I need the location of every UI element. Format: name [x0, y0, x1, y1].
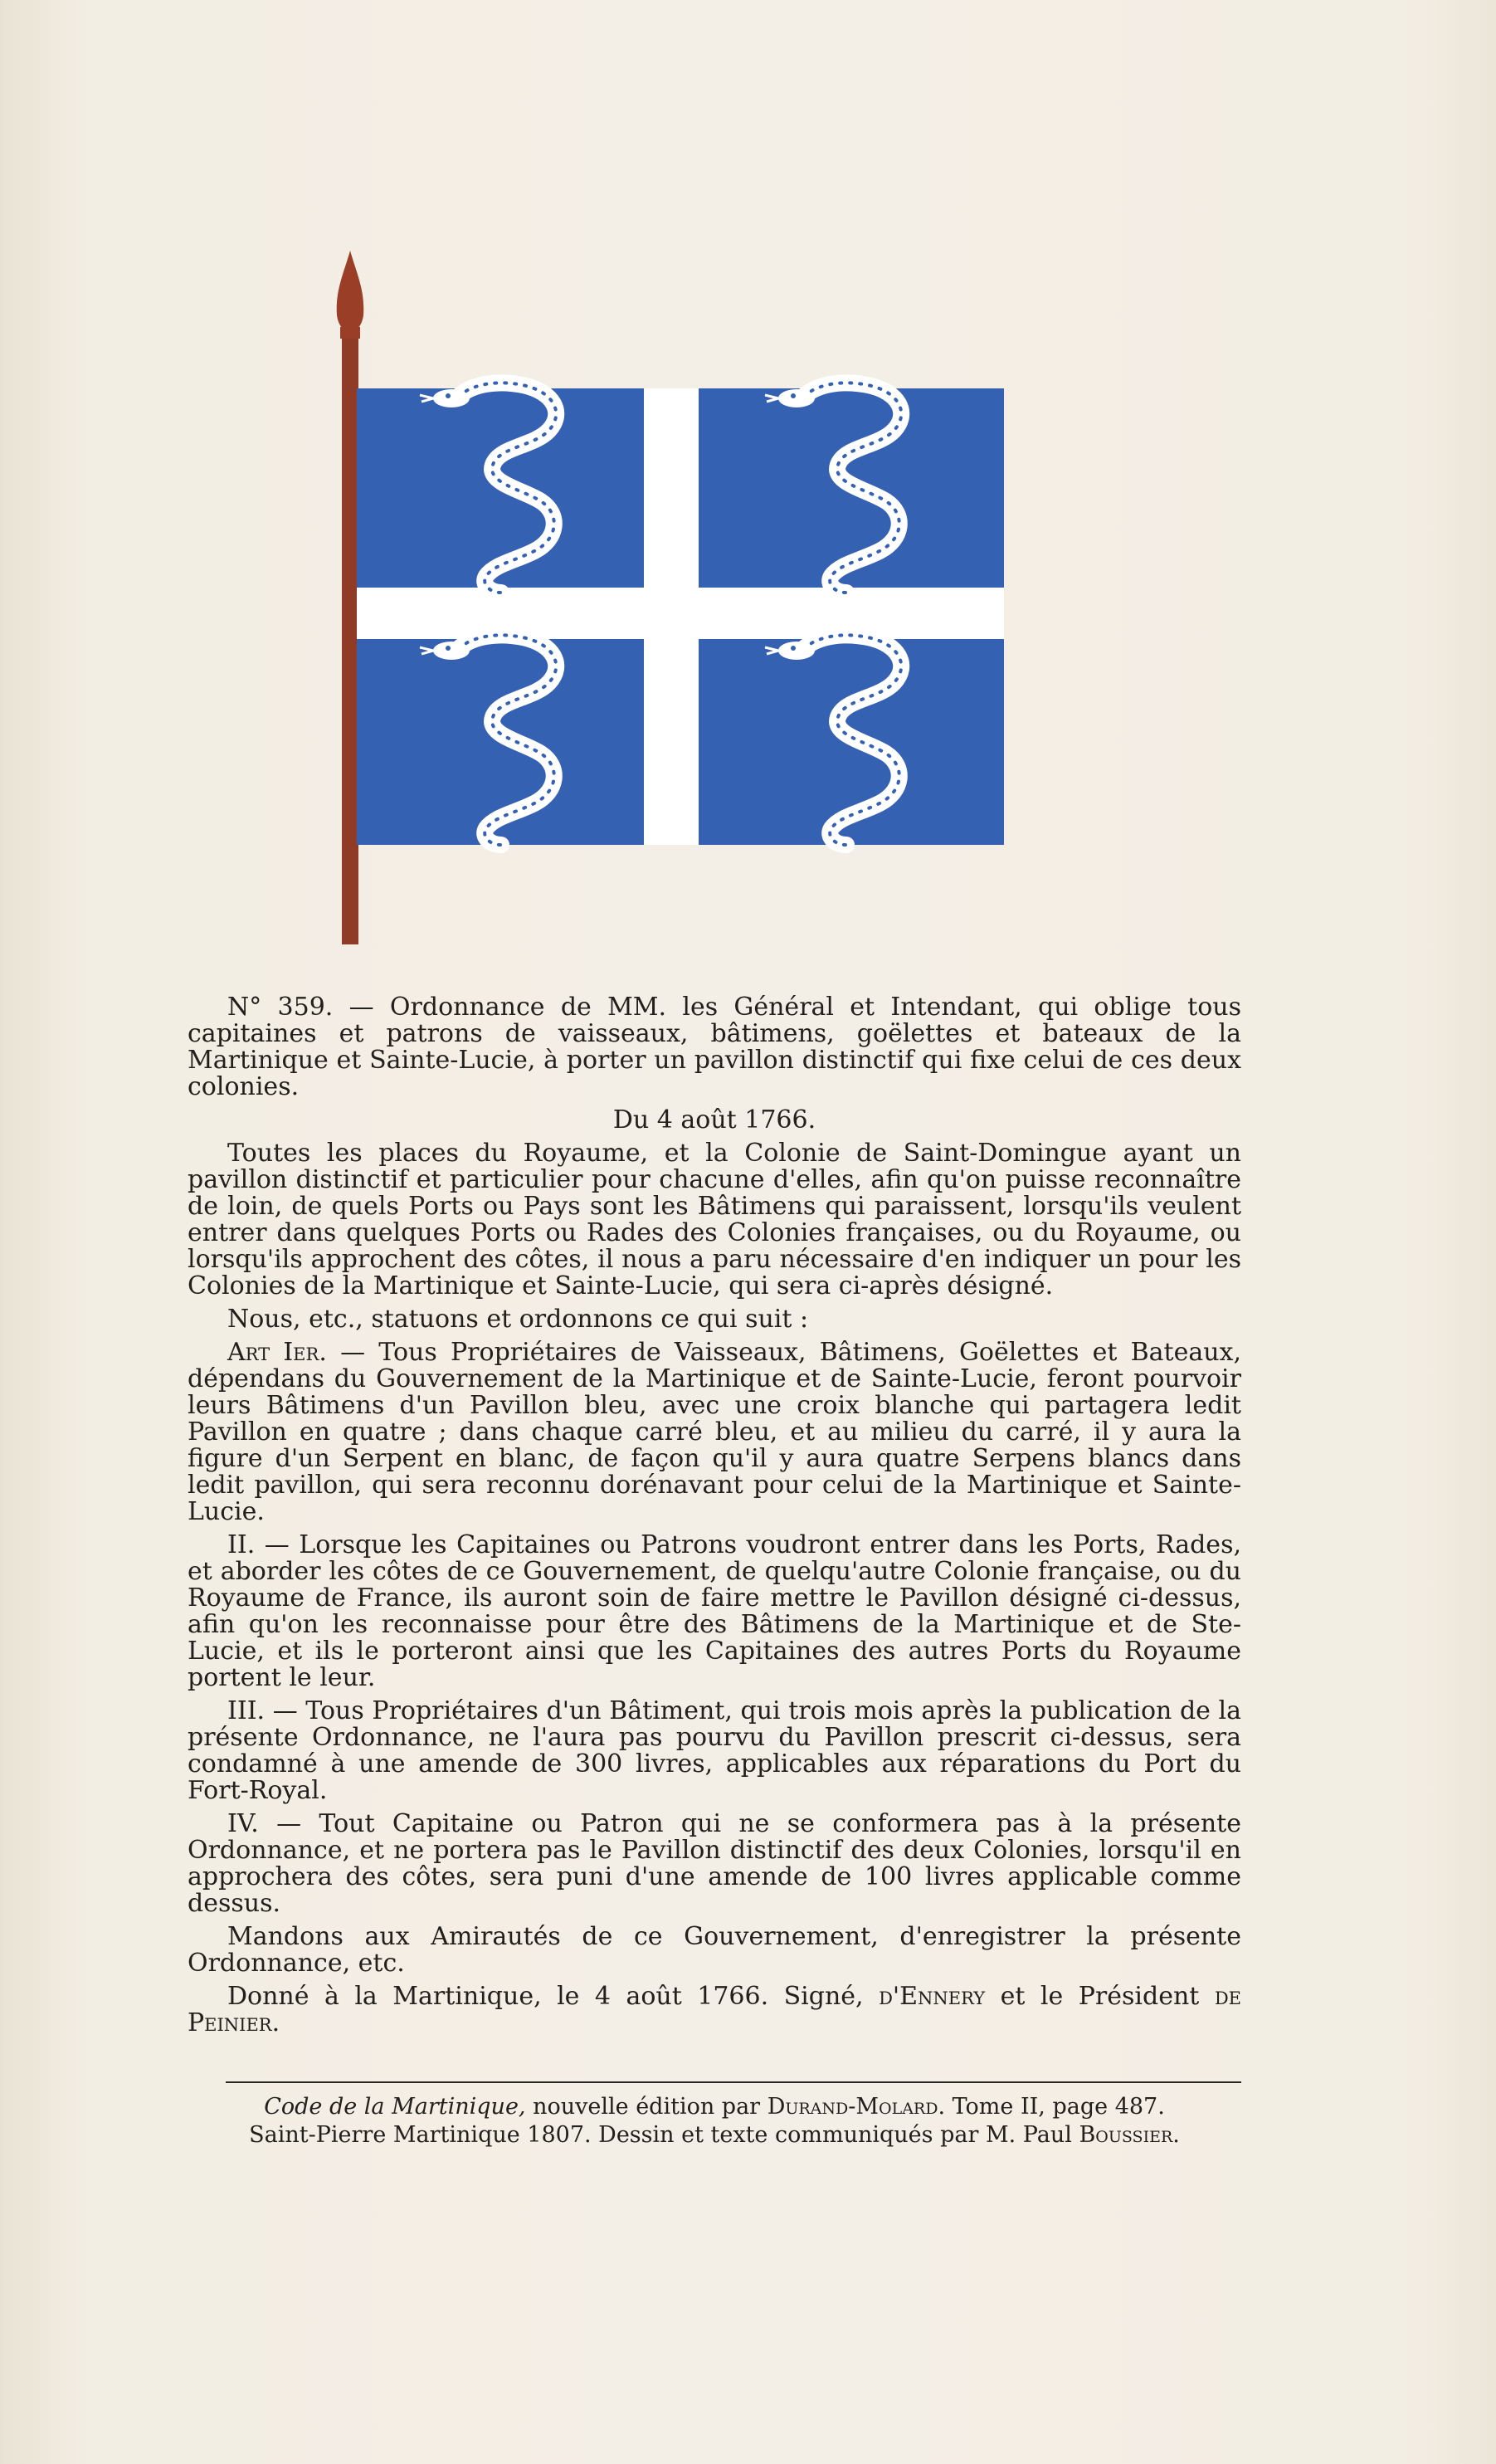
source-title: Code de la Martinique, [264, 2094, 526, 2120]
source-line-1 [188, 2093, 1241, 2121]
article-2: II. — Lorsque les Capitaines ou Patrons voudront entrer dans les Ports, Rades, et aborder les côtes de ce Gouvernement, de quelqu'autre Colonie française, ou du Royaume de France, ils auront soin de faire mettre le Pavillon désigné ci-dessus, afin qu'on les reconnaisse pour être des Bâtimens de la Martinique et de Ste-Lucie, et ils le porteront ainsi que les Capitaines des autres Ports du Royaume portent le leur. [188, 1530, 1241, 1692]
signature-joiner: et le Président [1000, 1982, 1200, 2011]
ordinance-number: N° 359. [227, 993, 334, 1022]
source-place: Saint-Pierre Martinique 1807. Dessin et texte communiqués par M. Paul [249, 2122, 1072, 2148]
source-note [188, 2093, 1241, 2149]
signature-paragraph [188, 1983, 1241, 2037]
signature-text: Donné à la Martinique, le 4 août 1766. Signé, [227, 1982, 864, 2011]
ordinance-date: Du 4 août 1766. [612, 1105, 816, 1134]
mandate-paragraph: Mandons aux Amirautés de ce Gouvernement, d'enregistrer la présente Ordonnance, etc. [188, 1922, 1241, 1978]
ordinance-title [188, 994, 1241, 1100]
signer-peinier: de Peinier. [188, 1982, 1242, 2037]
article-1 [188, 1339, 1241, 1525]
footnote-rule [226, 2081, 1241, 2083]
statement-paragraph: Nous, etc., statuons et ordonnons ce qui suit : [227, 1305, 809, 1334]
source-line-2 [188, 2121, 1241, 2149]
source-contributor: Boussier. [1079, 2122, 1180, 2148]
signer-ennery: d'Ennery [879, 1982, 986, 2011]
martinique-flag-svg [332, 241, 1029, 954]
ordinance-text [188, 994, 1241, 2043]
article-1-text: — Tous Propriétaires de Vaisseaux, Bâtimens, Goëlettes et Bateaux, dépendans du Gouvernement de la Martinique et de Sainte-Lucie, feront pourvoir leurs Bâtimens d'un Pavillon bleu, avec une croix blanche qui partagera ledit Pavillon en quatre ; dans chaque carré bleu, et au milieu du carré, il y aura la figure d'un Serpent en blanc, de façon qu'il y aura quatre Serpens blancs dans ledit pavillon, qui sera reconnu dorénavant pour celui de la Martinique et Sainte-Lucie. [188, 1338, 1241, 1526]
source-author: Durand-Molard. [767, 2094, 946, 2120]
article-3: III. — Tous Propriétaires d'un Bâtiment, qui trois mois après la publication de la présente Ordonnance, ne l'aura pas pourvu du Pavillon prescrit ci-dessus, sera condamné à une amende de 300 livres, applicables aux réparations du Port du Fort-Royal. [188, 1696, 1241, 1805]
ordinance-title-text: — Ordonnance de MM. les Général et Intendant, qui oblige tous capitaines et patrons de vaisseaux, bâtimens, goëlettes et bateaux de la Martinique et Sainte-Lucie, à porter un pavillon distinctif qui fixe celui de ces deux colonies. [188, 993, 1241, 1101]
flag-illustration [332, 241, 1029, 954]
article-4: IV. — Tout Capitaine ou Patron qui ne se conformera pas à la présente Ordonnance, et ne portera pas le Pavillon distinctif des deux Colonies, lorsqu'il en approchera des côtes, sera puni d'une amende de 100 livres applicable comme dessus. [188, 1809, 1241, 1918]
source-edition: nouvelle édition par [533, 2094, 761, 2120]
preamble-paragraph: Toutes les places du Royaume, et la Colonie de Saint-Domingue ayant un pavillon distinctif et particulier pour chacune d'elles, afin qu'on puisse reconnaître de loin, de quels Ports ou Pays sont les Bâtimens qui paraissent, lorsqu'ils veulent entrer dans quelques Ports ou Rades des Colonies françaises, ou du Royaume, ou lorsqu'ils approchent des côtes, il nous a paru nécessaire d'en indiquer un pour les Colonies de la Martinique et Sainte-Lucie, qui sera ci-après désigné. [188, 1139, 1241, 1300]
article-1-label: Art Ier. [227, 1338, 327, 1367]
source-volume: Tome II, page 487. [952, 2094, 1165, 2120]
